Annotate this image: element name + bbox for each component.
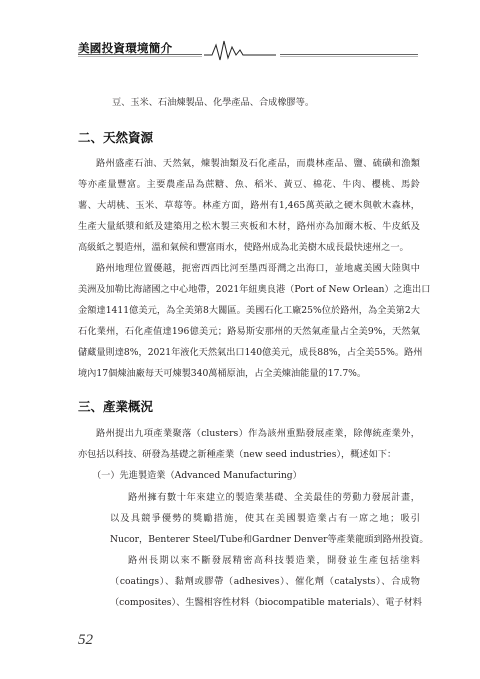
body-line: 儲藏量則達8%，2021年液化天然氣出口140億美元，成長88%，占全美55%。路州 — [78, 347, 423, 358]
running-header — [0, 0, 480, 70]
body-line: 路州盛產石油、天然氣，煉製油類及石化產品，而農林產品、鹽、硫磺和漁類 — [96, 158, 420, 169]
page-number: 52 — [78, 632, 93, 648]
section-heading-industry-overview: 三、產業概況 — [78, 399, 154, 414]
body-line: 路州長期以來不斷發展精密高科技製造業，開發並生產包括塗料 — [128, 555, 420, 566]
body-line: 金額達1411億美元，為全美第8大關區。美國石化工廠25%位於路州，為全美第2大 — [78, 305, 420, 316]
body-line: 亦包括以科技、研發為基礎之新種產業（new seed industries），概述如下： — [78, 449, 397, 460]
body-line: 路州提出九項產業聚落（clusters）作為該州重點發展產業，除傳統產業外， — [96, 428, 420, 439]
body-line: 路州擁有數十年來建立的製造業基礎、全美最佳的勞動力發展計畫， — [128, 492, 420, 503]
body-line: （composites）、生醫相容性材料（biocompatible materials）、電子材料 — [110, 597, 422, 608]
subsection-heading: （一）先進製造業（Advanced Manufacturing） — [92, 470, 302, 481]
body-line: 境內17個煉油廠每天可煉製340萬桶原油，占全美煉油能量的17.7%。 — [78, 368, 367, 379]
body-line: 路州地理位置優越，扼密西西比河至墨西哥灣之出海口，並地處美國大陸與中 — [96, 263, 420, 274]
body-line: 美洲及加勒比海諸國之中心地帶，2021年紐奧良港（Port of New Orlean）之進出口 — [78, 284, 431, 295]
body-line: 石化業州，石化產值達196億美元；路易斯安那州的天然氣產量占全美9%，天然氣 — [78, 326, 420, 337]
body-line: 等亦產量豐富。主要農產品為蔗糖、魚、稻米、黃豆、棉花、牛肉、櫻桃、馬鈴 — [78, 179, 420, 190]
header-title: 美國投資環境簡介 — [78, 41, 173, 55]
body-line: 以及具競爭優勢的獎勵措施，使其在美國製造業占有一席之地；吸引 — [110, 513, 420, 524]
body-line: 豆、玉米、石油煉製品、化學產品、合成橡膠等。 — [112, 97, 315, 108]
body-line: 薯、大胡桃、玉米、草莓等。林產方面，路州有1,465萬英畝之硬木與軟木森林， — [78, 200, 420, 211]
heartbeat-line-icon — [0, 0, 480, 70]
body-line: （coatings）、黏劑或膠帶（adhesives）、催化劑（catalysts）、合成物 — [110, 576, 420, 587]
body-line: 高級紙之製造州，溫和氣候和豐富雨水，使路州成為北美樹木成長最快速州之一。 — [78, 242, 409, 253]
body-line: 生產大量紙漿和紙及建築用之松木製三夾板和木材，路州亦為加爾木板、牛皮紙及 — [78, 221, 420, 232]
body-line: Nucor，Benterer Steel/Tube和Gardner Denver等產業龍頭到路州投資。 — [110, 534, 429, 545]
section-heading-natural-resources: 二、天然資源 — [78, 130, 154, 145]
